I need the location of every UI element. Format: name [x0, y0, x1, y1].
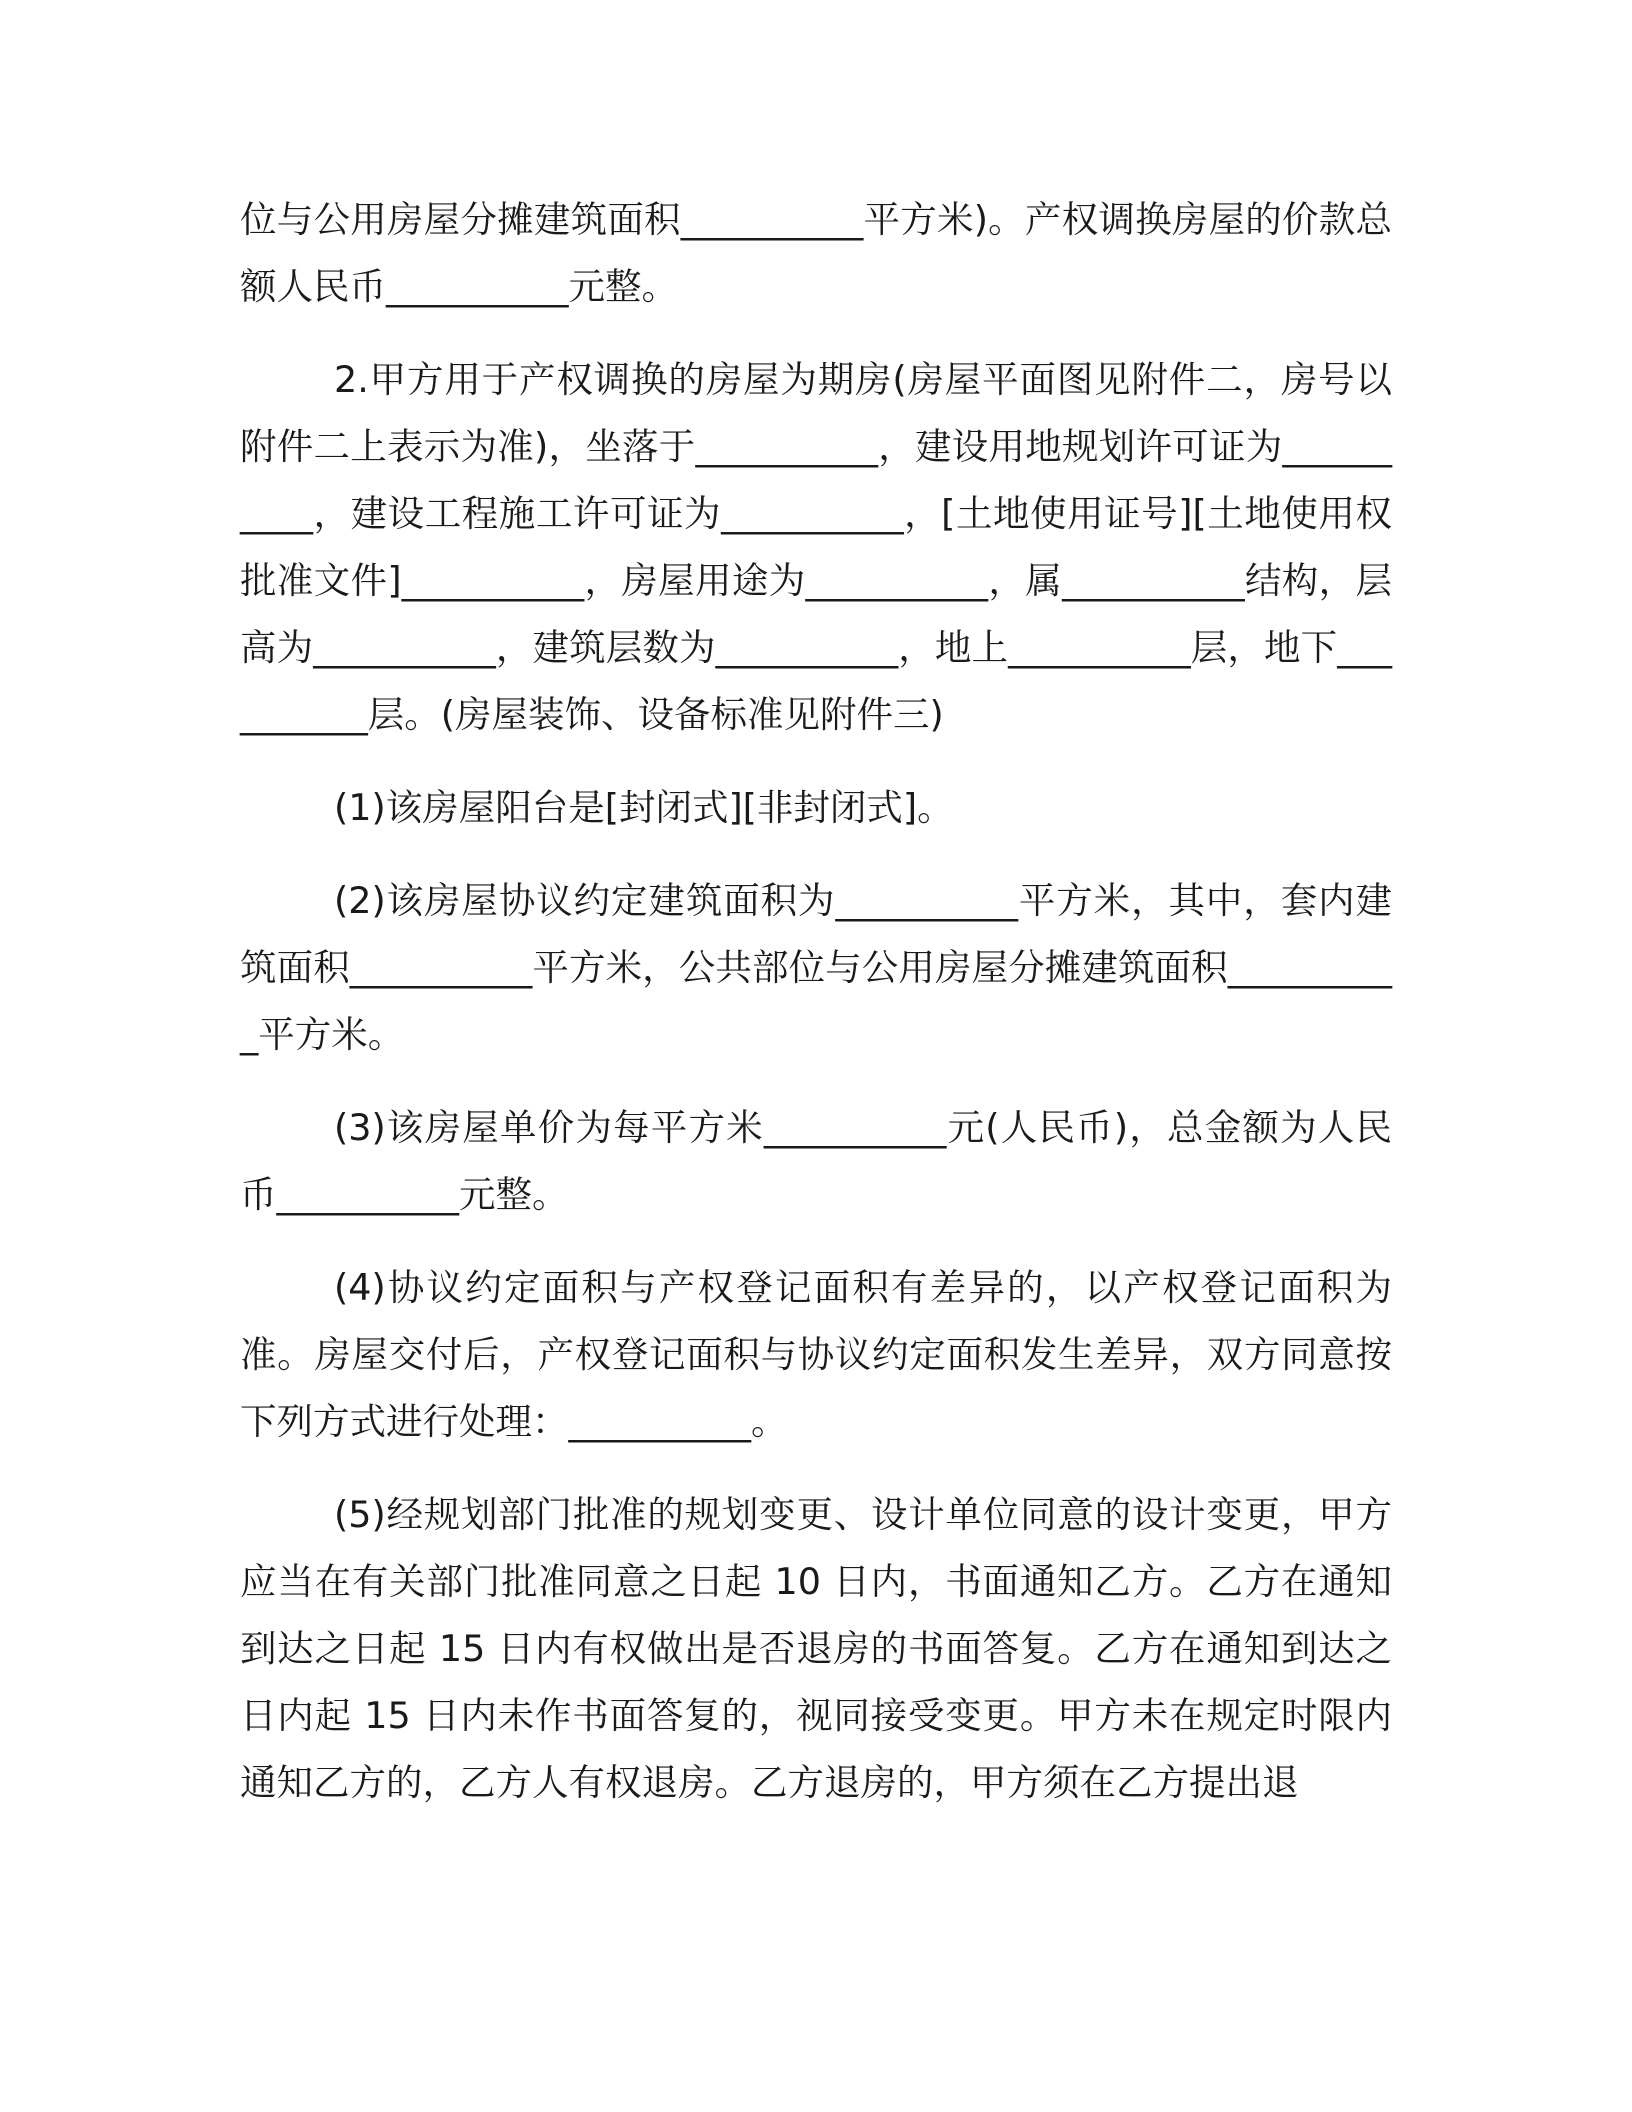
paragraph-item-2: (2)该房屋协议约定建筑面积为__________平方米，其中，套内建筑面积__________平方米，公共部位与公用房屋分摊建筑面积__________平方米。 — [240, 879, 1392, 1056]
paragraph-clause-2: 2.甲方用于产权调换的房屋为期房(房屋平面图见附件二，房号以附件二上表示为准)，坐落于__________，建设用地规划许可证为__________，建设工程施工许可证为__________，[土地使用证号][土地使用权批准文件]__________，房屋用途为__________，属__________结构，层高为__________，建筑层数为__________，地上__________层，地下__________层。(房屋装饰、设备标准见附件三) — [240, 358, 1392, 736]
paragraph-item-5: (5)经规划部门批准的规划变更、设计单位同意的设计变更，甲方应当在有关部门批准同意之日起 10 日内，书面通知乙方。乙方在通知到达之日起 15 日内有权做出是否退房的书面答复。乙方在通知到达之日内起 15 日内未作书面答复的，视同接受变更。甲方未在规定时限内通知乙方的，乙方人有权退房。乙方退房的，甲方须在乙方提出退 — [240, 1493, 1392, 1804]
paragraph-continuation: 位与公用房屋分摊建筑面积__________平方米)。产权调换房屋的价款总额人民币__________元整。 — [240, 198, 1392, 308]
paragraph-item-3: (3)该房屋单价为每平方米__________元(人民币)，总金额为人民币__________元整。 — [240, 1106, 1392, 1216]
paragraph-item-1: (1)该房屋阳台是[封闭式][非封闭式]。 — [334, 786, 954, 829]
paragraph-item-4: (4)协议约定面积与产权登记面积有差异的，以产权登记面积为准。房屋交付后，产权登记面积与协议约定面积发生差异，双方同意按下列方式进行处理：__________。 — [240, 1266, 1392, 1443]
document-body — [240, 186, 1392, 1842]
